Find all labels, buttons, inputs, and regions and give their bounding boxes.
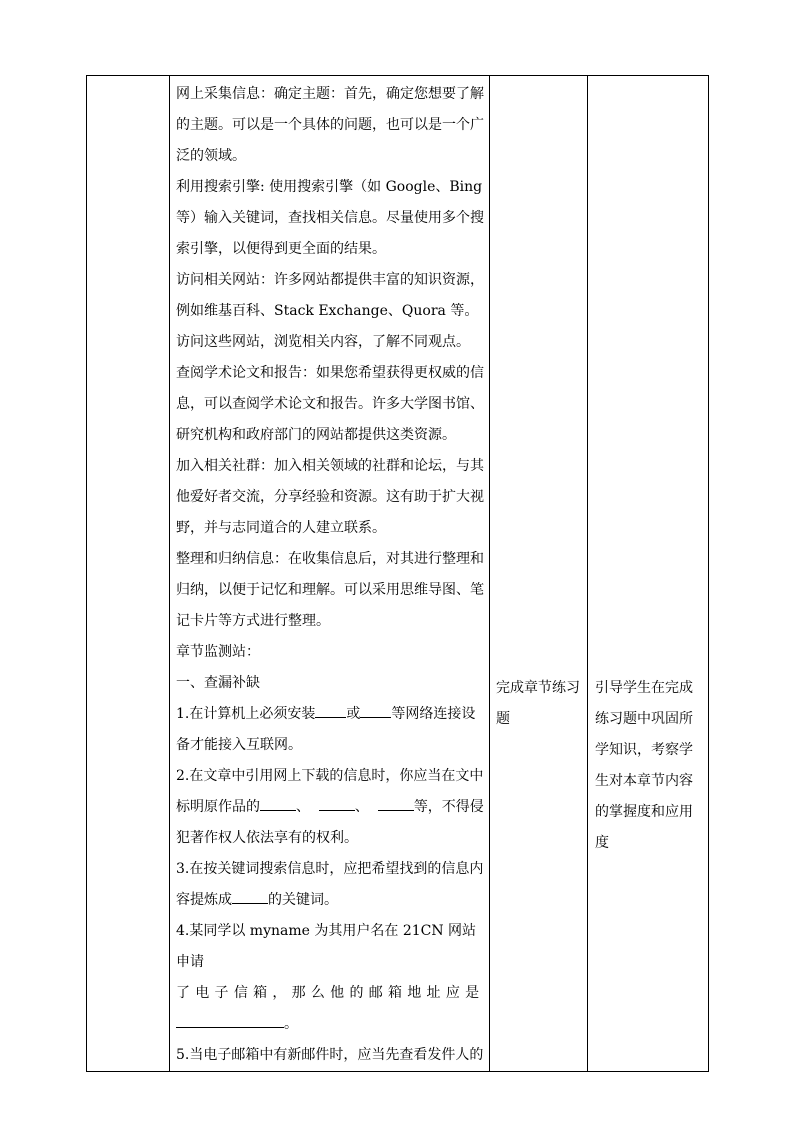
question-text: 、 <box>354 799 369 815</box>
question-text: 或 <box>346 706 361 722</box>
student-activity-cell <box>490 76 588 1072</box>
question-text: 2.在文章中引用网上下载的信息时，你应当在文中标明原作品的 <box>176 768 484 815</box>
question-text: 4.某同学以 myname 为其用户名在 21CN 网站申请 <box>176 923 477 970</box>
paragraph-search-engine: 利用搜索引擎: 使用搜索引擎（如 Google、Bing 等）输入关键词，查找相关信息。尽量使用多个搜索引擎，以便得到更全面的结果。 <box>176 179 484 257</box>
question-1 <box>176 699 484 761</box>
question-text: 。 <box>284 1016 298 1032</box>
lesson-plan-table <box>86 75 709 1072</box>
table-row <box>87 76 709 1072</box>
question-text: 3.在按关键词搜索信息时，应把希望找到的信息内容提炼成 <box>176 861 484 908</box>
design-intent: 引导学生在完成练习题中巩固所学知识，考察学生对本章节内容的掌握度和应用度 <box>595 680 693 851</box>
design-intent-cell <box>588 76 709 1072</box>
answer-blank <box>260 796 296 811</box>
question-text: 等网络连接设备才能接入互联网。 <box>176 706 476 753</box>
student-activity: 完成章节练习题 <box>496 680 580 727</box>
answer-blank <box>378 796 414 811</box>
question-text: 1.在计算机上必须安装 <box>176 706 316 722</box>
question-4-line-2: 了电子信箱，那么他的邮箱地址应是 <box>176 985 484 1001</box>
paragraph-organize: 整理和归纳信息：在收集信息后，对其进行整理和归纳，以便于记忆和理解。可以采用思维导图、笔记卡片等方式进行整理。 <box>176 551 484 629</box>
answer-blank <box>176 1013 284 1028</box>
question-text: 、 <box>296 799 310 815</box>
question-5: 5.当电子邮箱中有新邮件时，应当先查看发件人的 <box>176 1047 484 1063</box>
stage-cell <box>87 76 170 1072</box>
paragraph-communities: 加入相关社群：加入相关领域的社群和论坛，与其他爱好者交流，分享经验和资源。这有助于扩大视野，并与志同道合的人建立联系。 <box>176 458 484 536</box>
question-3 <box>176 854 484 916</box>
section-heading: 章节监测站： <box>176 644 260 660</box>
question-2 <box>176 761 484 854</box>
paragraph-topic: 网上采集信息：确定主题：首先，确定您想要了解的主题。可以是一个具体的问题，也可以是一个广泛的领域。 <box>176 86 484 164</box>
question-4-line-3 <box>176 1009 484 1040</box>
paragraph-papers: 查阅学术论文和报告：如果您希望获得更权威的信息，可以查阅学术论文和报告。许多大学图书馆、研究机构和政府部门的网站都提供这类资源。 <box>176 365 484 443</box>
answer-blank <box>319 796 355 811</box>
answer-blank <box>232 889 268 904</box>
question-text: 等，不得侵犯著作权人依法享有的权利。 <box>176 799 484 846</box>
paragraph-websites: 访问相关网站：许多网站都提供丰富的知识资源，例如维基百科、Stack Exchange、Quora 等。访问这些网站，浏览相关内容，了解不同观点。 <box>176 272 484 350</box>
teaching-content-cell <box>170 76 490 1072</box>
teaching-content <box>170 76 489 1071</box>
question-4 <box>176 916 484 978</box>
answer-blank <box>360 703 391 718</box>
question-text: 的关键词。 <box>268 892 338 908</box>
answer-blank <box>315 703 346 718</box>
subsection-heading: 一、查漏补缺 <box>176 675 260 691</box>
